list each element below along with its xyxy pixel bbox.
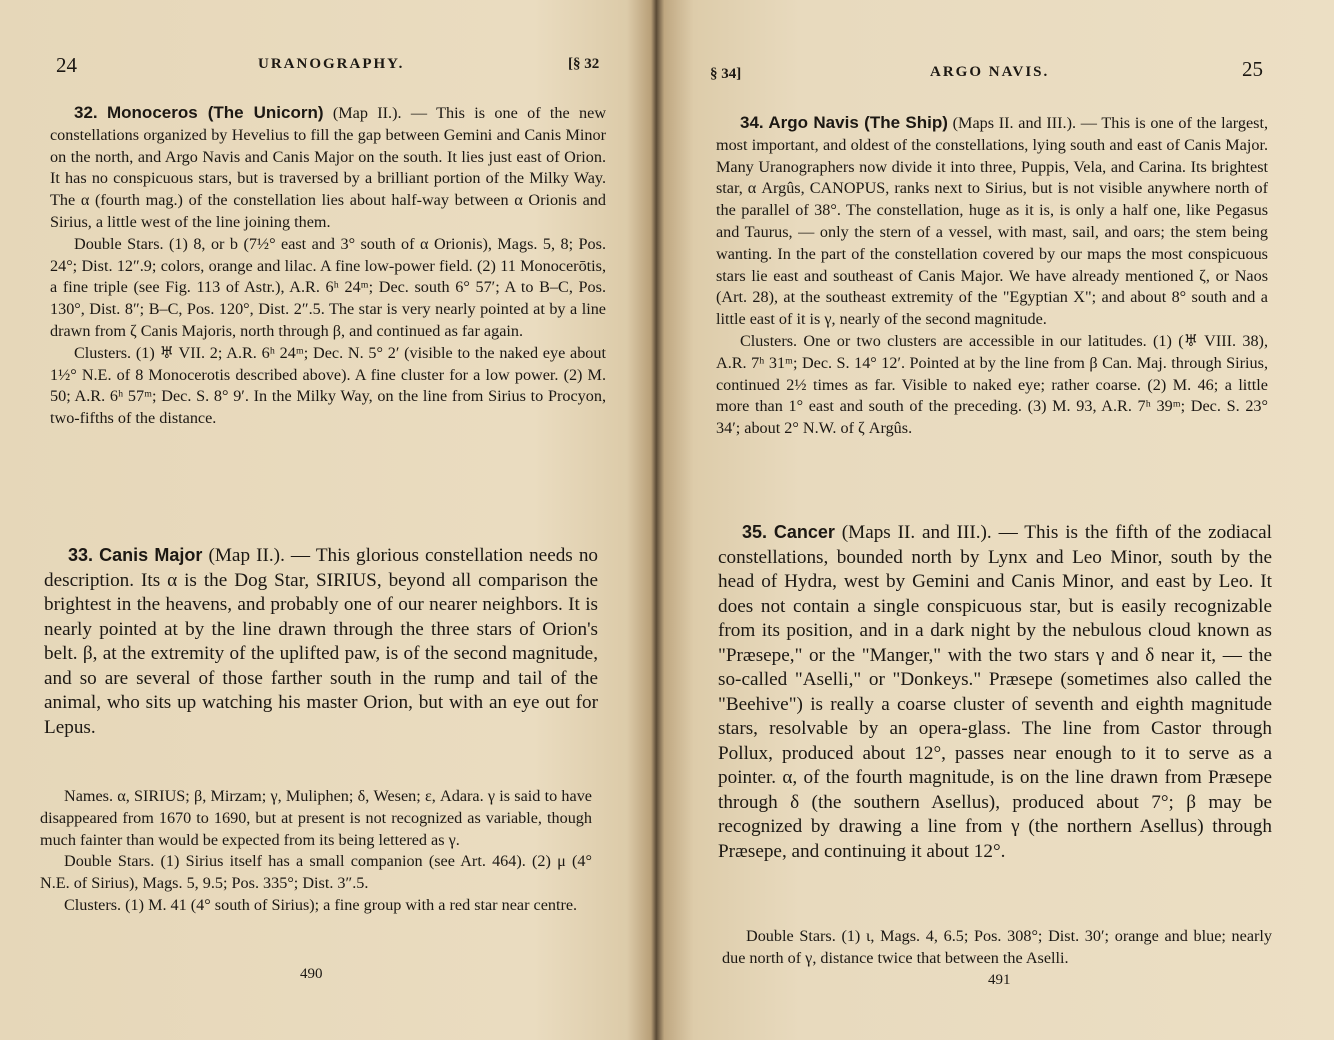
running-title: URANOGRAPHY. (258, 56, 405, 72)
section-number: 35. (742, 522, 768, 542)
section-35-paragraph (718, 520, 1272, 864)
page-number: 25 (1242, 57, 1263, 81)
names-paragraph: Names. α, SIRIUS; β, Mirzam; γ, Muliphen; δ, Wesen; ε, Adara. γ is said to have disappeared from 1670 to 1690, but at present is not recognized as variable, though much fainter than would be expected from its being lettered as γ. (40, 787, 592, 849)
running-title: ARGO NAVIS. (930, 64, 1050, 80)
section-heading: Monoceros (The Unicorn) (107, 103, 324, 122)
page-number: 24 (56, 53, 77, 77)
section-heading: Cancer (773, 522, 835, 542)
clusters-paragraph: Clusters. (1) M. 41 (4° south of Sirius); a fine group with a red star near centre. (64, 895, 578, 914)
section-mark: [§ 32 (568, 56, 600, 72)
section-33 (44, 543, 598, 740)
section-35 (718, 520, 1272, 864)
section-heading: Argo Navis (The Ship) (768, 113, 948, 132)
section-33-paragraph (44, 543, 598, 740)
double-stars-paragraph: Double Stars. (1) Sirius itself has a small companion (see Art. 464). (2) μ (4° N.E. of Sirius), Mags. 5, 9.5; Pos. 335°; Dist. 3″.5. (40, 852, 592, 893)
left-page (0, 0, 650, 1040)
double-stars-paragraph: Double Stars. (1) ι, Mags. 4, 6.5; Pos. 308°; Dist. 30′; orange and blue; nearly due north of γ, distance twice that between the Aselli. (722, 927, 1272, 967)
section-34 (716, 112, 1268, 440)
clusters-paragraph: Clusters. One or two clusters are accessible in our latitudes. (1) (♅ VIII. 38), A.R. 7ʰ 31ᵐ; Dec. S. 14° 12′. Pointed at by the line from β Can. Maj. through Sirius, continued 2½ times as far. Visible to naked eye; rather coarse. (2) M. 46; a little more than 1° east and south of the preceding. (3) M. 93, A.R. 7ʰ 39ᵐ; Dec. S. 23° 34′; about 2° N.W. of ζ Argûs. (716, 331, 1268, 438)
section-32 (50, 102, 606, 430)
section-34-paragraph (716, 112, 1268, 331)
section-body: (Map II.). — This glorious constellation needs no description. Its α is the Dog Star, SIRIUS, beyond all comparison the brightest in the heavens, and probably one of our nearer neighbors. It is nearly pointed at by the line drawn through the three stars of Orion's belt. β, at the extremity of the uplifted paw, is of the second magnitude, and so are several of those farther south in the rump and tail of the animal, who sits up watching his master Orion, but with an eye out for Lepus. (44, 545, 599, 738)
section-35-notes (722, 926, 1272, 970)
section-number: 33. (68, 545, 94, 565)
section-number: 34. (740, 113, 764, 132)
section-body: (Maps II. and III.). — This is one of the largest, most important, and oldest of the constellations, lying south and east of Canis Major. Many Uranographers now divide it into three, Puppis, Vela, and Carina. Its brightest star, α Argûs, CANOPUS, ranks next to Sirius, but is not visible anywhere north of the parallel of 38°. The constellation, huge as it is, is only a half one, like Pegasus and Taurus, — only the stern of a vessel, with mast, sail, and oars; the stem being wanting. In the part of the constellation covered by our maps the most conspicuous stars lie east and southeast of Canis Major. We have already mentioned ζ, or Naos (Art. 28), at the southeast extremity of the "Egyptian X"; and about 8° south and a little east of it is γ, nearly of the second magnitude. (716, 114, 1269, 329)
section-heading: Canis Major (99, 545, 203, 565)
section-mark: § 34] (710, 66, 742, 82)
section-number: 32. (74, 103, 98, 122)
section-body: (Maps II. and III.). — This is the fifth of the zodiacal constellations, bounded north by Lynx and Leo Minor, south by the head of Hydra, west by Gemini and Canis Minor, and east by Leo. It does not contain a single conspicuous star, but is easily recognizable from its position, and in a dark night by the nebulous cloud known as "Præsepe," or the "Manger," with the two stars γ and δ near it, — the so-called "Aselli," or "Donkeys." Præsepe (sometimes also called the "Beehive") is really a coarse cluster of seventh and eighth magnitude stars, resolvable by an opera-glass. The line from Castor through Pollux, produced about 12°, passes near enough to it to serve as a pointer. α, of the fourth magnitude, is on the line drawn from Præsepe through δ (the southern Asellus), produced about 7°; β may be recognized by drawing a line from γ (the northern Asellus) through Præsepe, and continuing it about 12°. (718, 522, 1273, 862)
section-32-paragraph (50, 102, 606, 234)
right-page (668, 0, 1334, 1040)
double-stars-paragraph: Double Stars. (1) 8, or b (7½° east and 3° south of α Orionis), Mags. 5, 8; Pos. 24°; Dist. 12″.9; colors, orange and lilac. A fine low-power field. (2) 11 Monocerōtis, a fine triple (see Fig. 113 of Astr.), A.R. 6ʰ 24ᵐ; Dec. south 6° 57′; A to B–C, Pos. 130°, Dist. 8″; B–C, Pos. 120°, Dist. 2″.5. The star is very nearly pointed at by a line drawn from ζ Canis Majoris, north through β, and continued as far again. (50, 234, 606, 340)
section-body: (Map II.). — This is one of the new constellations organized by Hevelius to fill the gap between Gemini and Canis Minor on the north, and Argo Navis and Canis Major on the south. It lies just east of Orion. It has no conspicuous stars, but is traversed by a brilliant portion of the Milky Way. The α (fourth mag.) of the constellation lies about half-way between α Orionis and Sirius, a little west of the line joining them. (50, 104, 607, 231)
clusters-paragraph: Clusters. (1) ♅ VII. 2; A.R. 6ʰ 24ᵐ; Dec. N. 5° 2′ (visible to the naked eye about 1½° N.E. of 8 Monocerotis described above). A fine cluster for a low power. (2) M. 50; A.R. 6ʰ 57ᵐ; Dec. S. 8° 9′. In the Milky Way, on the line from Sirius to Procyon, two-fifths of the distance. (50, 343, 606, 428)
section-33-notes (40, 786, 592, 917)
folio-number: 491 (988, 972, 1011, 988)
folio-number: 490 (300, 966, 323, 982)
